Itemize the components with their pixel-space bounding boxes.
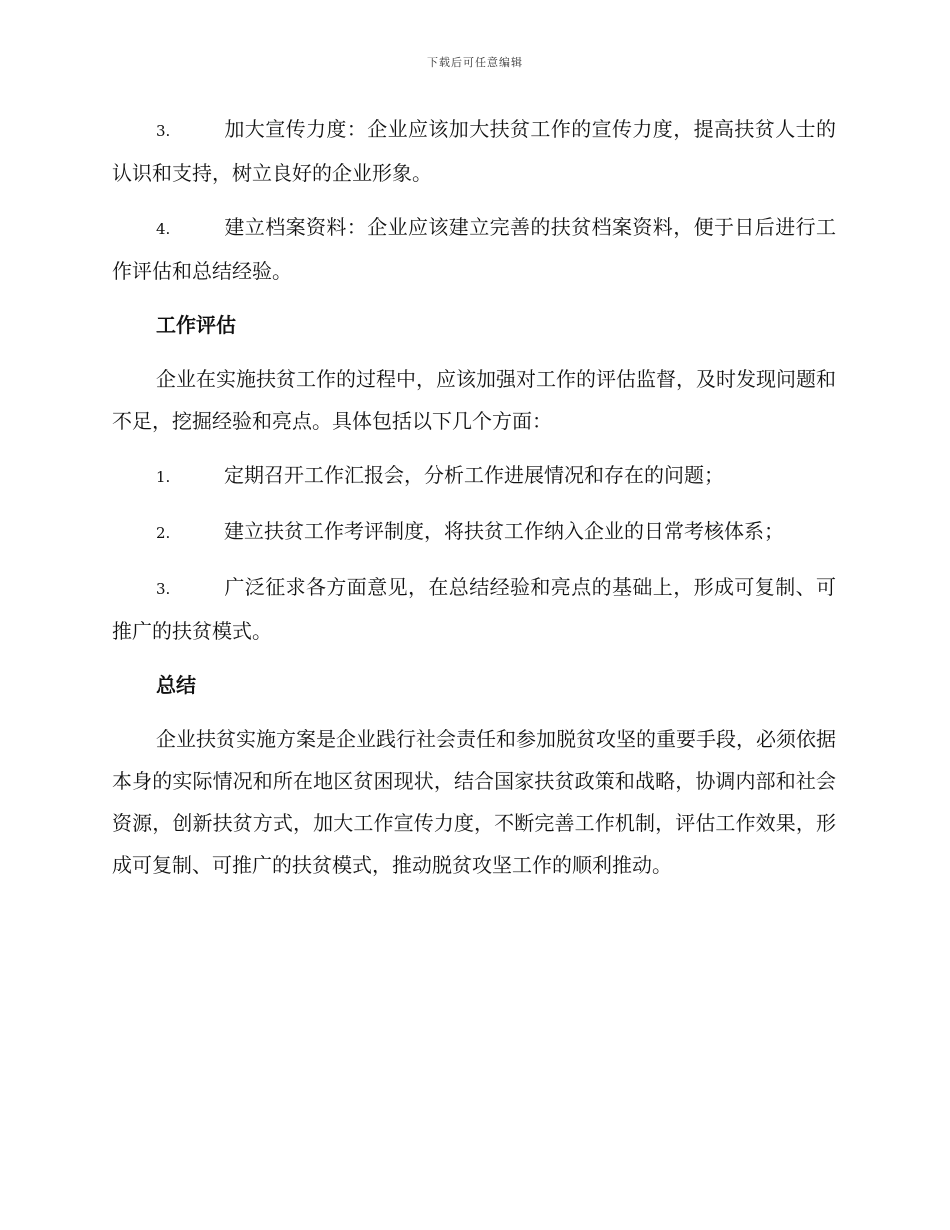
list-item bbox=[112, 454, 836, 498]
list-item-number: 4. bbox=[156, 220, 171, 238]
list-item bbox=[112, 206, 836, 292]
evaluation-intro-paragraph: 企业在实施扶贫工作的过程中，应该加强对工作的评估监督，及时发现问题和不足，挖掘经验和亮点。具体包括以下几个方面： bbox=[112, 367, 836, 433]
list-item-number: 1. bbox=[156, 468, 171, 486]
list-item-number: 3. bbox=[156, 580, 171, 598]
list-item-text: 定期召开工作汇报会，分析工作进展情况和存在的问题； bbox=[224, 463, 724, 487]
list-item-text: 广泛征求各方面意见，在总结经验和亮点的基础上，形成可复制、可推广的扶贫模式。 bbox=[112, 575, 836, 643]
document-body bbox=[112, 108, 836, 886]
list-item-number: 2. bbox=[156, 524, 171, 542]
list-item-text: 建立扶贫工作考评制度，将扶贫工作纳入企业的日常考核体系； bbox=[224, 519, 784, 543]
list-item-text: 加大宣传力度：企业应该加大扶贫工作的宣传力度，提高扶贫人士的认识和支持，树立良好的企业形象。 bbox=[112, 117, 836, 185]
summary-paragraph: 企业扶贫实施方案是企业践行社会责任和参加脱贫攻坚的重要手段，必须依据本身的实际情况和所在地区贫困现状，结合国家扶贫政策和战略，协调内部和社会资源，创新扶贫方式，加大工作宣传力度，不断完善工作机制，评估工作效果，形成可复制、可推广的扶贫模式，推动脱贫攻坚工作的顺利推动。 bbox=[112, 727, 836, 877]
list-item-number: 3. bbox=[156, 122, 171, 140]
section-heading-evaluation: 工作评估 bbox=[156, 313, 236, 337]
page-header: 下载后可任意编辑 bbox=[427, 56, 523, 69]
list-item bbox=[112, 510, 836, 554]
section-heading-summary: 总结 bbox=[156, 673, 196, 697]
list-item bbox=[112, 108, 836, 194]
list-item bbox=[112, 566, 836, 652]
list-item-text: 建立档案资料：企业应该建立完善的扶贫档案资料，便于日后进行工作评估和总结经验。 bbox=[112, 215, 836, 283]
